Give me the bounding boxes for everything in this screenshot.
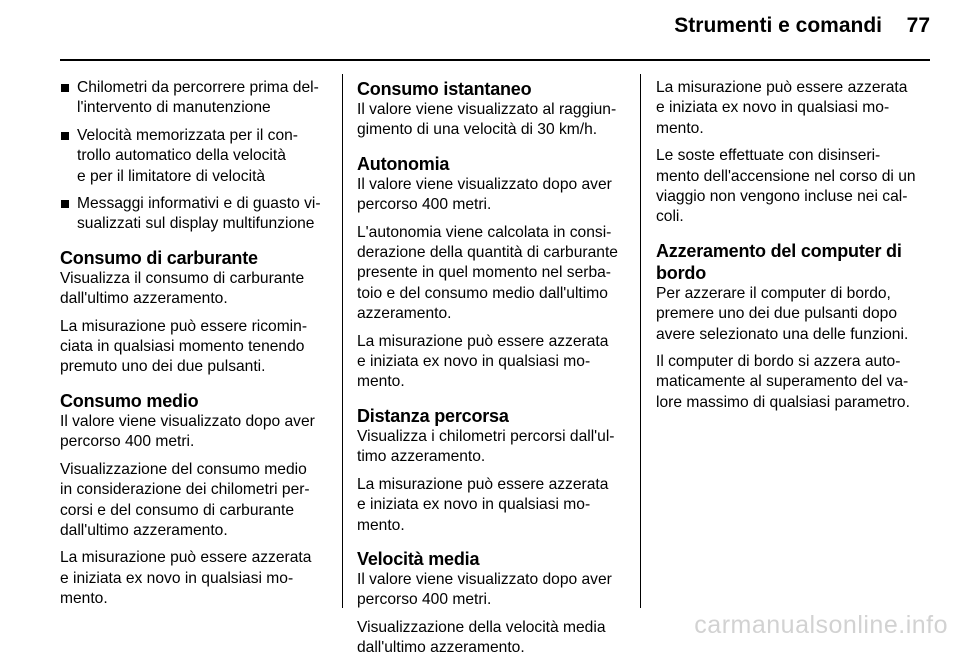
paragraph: Il valore viene visualizzato dopo aver percorso 400 metri. xyxy=(357,175,612,214)
paragraph: Visualizza i chilometri percorsi dall'ul- timo azzeramento. xyxy=(357,427,615,466)
paragraph: La misurazione può essere azzerata e iniziata ex novo in qualsiasi mo- mento. xyxy=(357,475,609,534)
paragraph: L'autonomia viene calcolata in consi- derazione della quantità di carburante presente in quel momento nel serba- toio e del consumo medio dall'ultimo azzeramento. xyxy=(357,223,618,323)
bullet-item: Messaggi informativi e di guasto vi- sualizzati sul display multifunzione xyxy=(60,194,328,235)
column-2 xyxy=(357,78,627,666)
column-divider-2 xyxy=(640,74,641,608)
square-bullet-icon xyxy=(61,132,69,140)
paragraph: Il valore viene visualizzato dopo aver percorso 400 metri. xyxy=(60,412,315,451)
heading-azzeramento-computer-di-bordo: Azzeramento del computer di bordo xyxy=(656,240,902,283)
heading-autonomia: Autonomia xyxy=(357,153,450,174)
heading-consumo-carburante: Consumo di carburante xyxy=(60,247,258,268)
paragraph: Il valore viene visualizzato dopo aver percorso 400 metri. xyxy=(357,570,612,609)
paragraph: Il valore viene visualizzato al raggiun- gimento di una velocità di 30 km/h. xyxy=(357,101,617,139)
paragraph: La misurazione può essere azzerata e iniziata ex novo in qualsiasi mo- mento. xyxy=(60,549,312,608)
paragraph: La misurazione può essere azzerata e iniziata ex novo in qualsiasi mo- mento. xyxy=(357,332,609,391)
paragraph: Le soste effettuate con disinseri- mento dell'accensione nel corso di un viaggio non vengono incluse nei cal- coli. xyxy=(656,147,916,226)
heading-distanza-percorsa: Distanza percorsa xyxy=(357,405,509,426)
square-bullet-icon xyxy=(61,200,69,208)
paragraph: Il computer di bordo si azzera auto- maticamente al superamento del va- lore massimo di qualsiasi parametro. xyxy=(656,353,910,411)
heading-consumo-istantaneo: Consumo istantaneo xyxy=(357,79,532,99)
paragraph: Visualizzazione del consumo medio in considerazione dei chilometri per- corsi e del consumo di carburante dall'ultimo azzeramento. xyxy=(60,460,310,539)
column-3 xyxy=(656,78,926,420)
paragraph: Visualizzazione della velocità media dall'ultimo azzeramento. xyxy=(357,618,606,657)
paragraph: Visualizza il consumo di carburante dall'ultimo azzeramento. xyxy=(60,269,305,308)
heading-velocita-media: Velocità media xyxy=(357,548,480,569)
paragraph: La misurazione può essere ricomin- ciata in qualsiasi momento tenendo premuto uno dei due pulsanti. xyxy=(60,317,308,376)
bullet-item: Chilometri da percorrere prima del- l'intervento di manutenzione xyxy=(60,78,328,119)
column-1 xyxy=(60,78,328,617)
square-bullet-icon xyxy=(61,84,69,92)
watermark: carmanualsonline.info xyxy=(694,611,948,639)
heading-consumo-medio: Consumo medio xyxy=(60,390,199,411)
column-divider-1 xyxy=(342,74,343,608)
section-title: Strumenti e comandi xyxy=(674,14,882,37)
header-divider xyxy=(60,59,930,61)
paragraph: La misurazione può essere azzerata e iniziata ex novo in qualsiasi mo- mento. xyxy=(656,79,908,137)
page-number: 77 xyxy=(906,14,930,37)
bullet-item: Velocità memorizzata per il con- trollo automatico della velocità e per il limitatore di velocità xyxy=(60,126,328,187)
paragraph: Per azzerare il computer di bordo, premere uno dei due pulsanti dopo avere selezionato una delle funzioni. xyxy=(656,284,909,343)
